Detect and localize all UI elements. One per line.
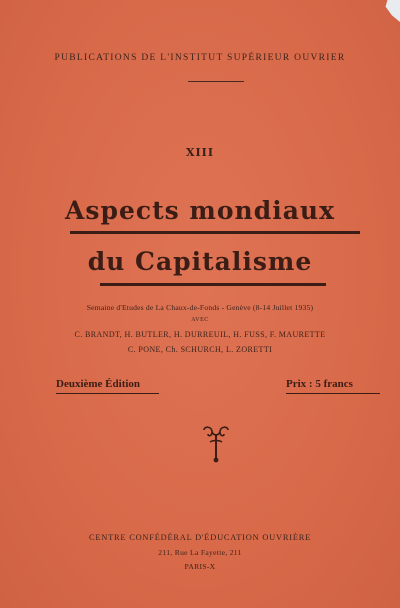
- publisher-city: PARIS-X: [184, 562, 216, 571]
- authors-line-1: C. BRANDT, H. BUTLER, H. DURREUIL, H. FUSS, F. MAURETTE: [74, 330, 326, 339]
- price-label: Prix : 5 francs: [286, 378, 353, 390]
- title-underline-1: [70, 231, 360, 234]
- price-underline: [286, 393, 380, 394]
- divider: [188, 81, 244, 82]
- title-underline-2: [100, 283, 326, 286]
- title-line-1: Aspects mondiaux: [65, 196, 335, 225]
- volume-number: XIII: [186, 146, 214, 159]
- publisher-address: 211, Rue La Fayette, 211: [158, 548, 242, 557]
- series-title: PUBLICATIONS DE L'INSTITUT SUPÉRIEUR OUVRIER: [54, 53, 346, 63]
- edition-label: Deuxième Édition: [56, 378, 141, 390]
- publisher-name: CENTRE CONFÉDÉRAL D'ÉDUCATION OUVRIÈRE: [88, 533, 312, 542]
- subtitle: Semaine d'Etudes de La Chaux-de-Fonds - Genève (8-14 Juillet 1935): [86, 303, 314, 312]
- monogram-emblem-icon: [200, 424, 232, 464]
- authors-line-2: C. PONE, Ch. SCHURCH, L. ZORETTI: [127, 345, 273, 354]
- with-label: AVEC: [191, 317, 209, 323]
- torn-corner: [382, 0, 400, 22]
- edition-underline: [56, 393, 159, 394]
- title-line-2: du Capitalisme: [87, 247, 313, 276]
